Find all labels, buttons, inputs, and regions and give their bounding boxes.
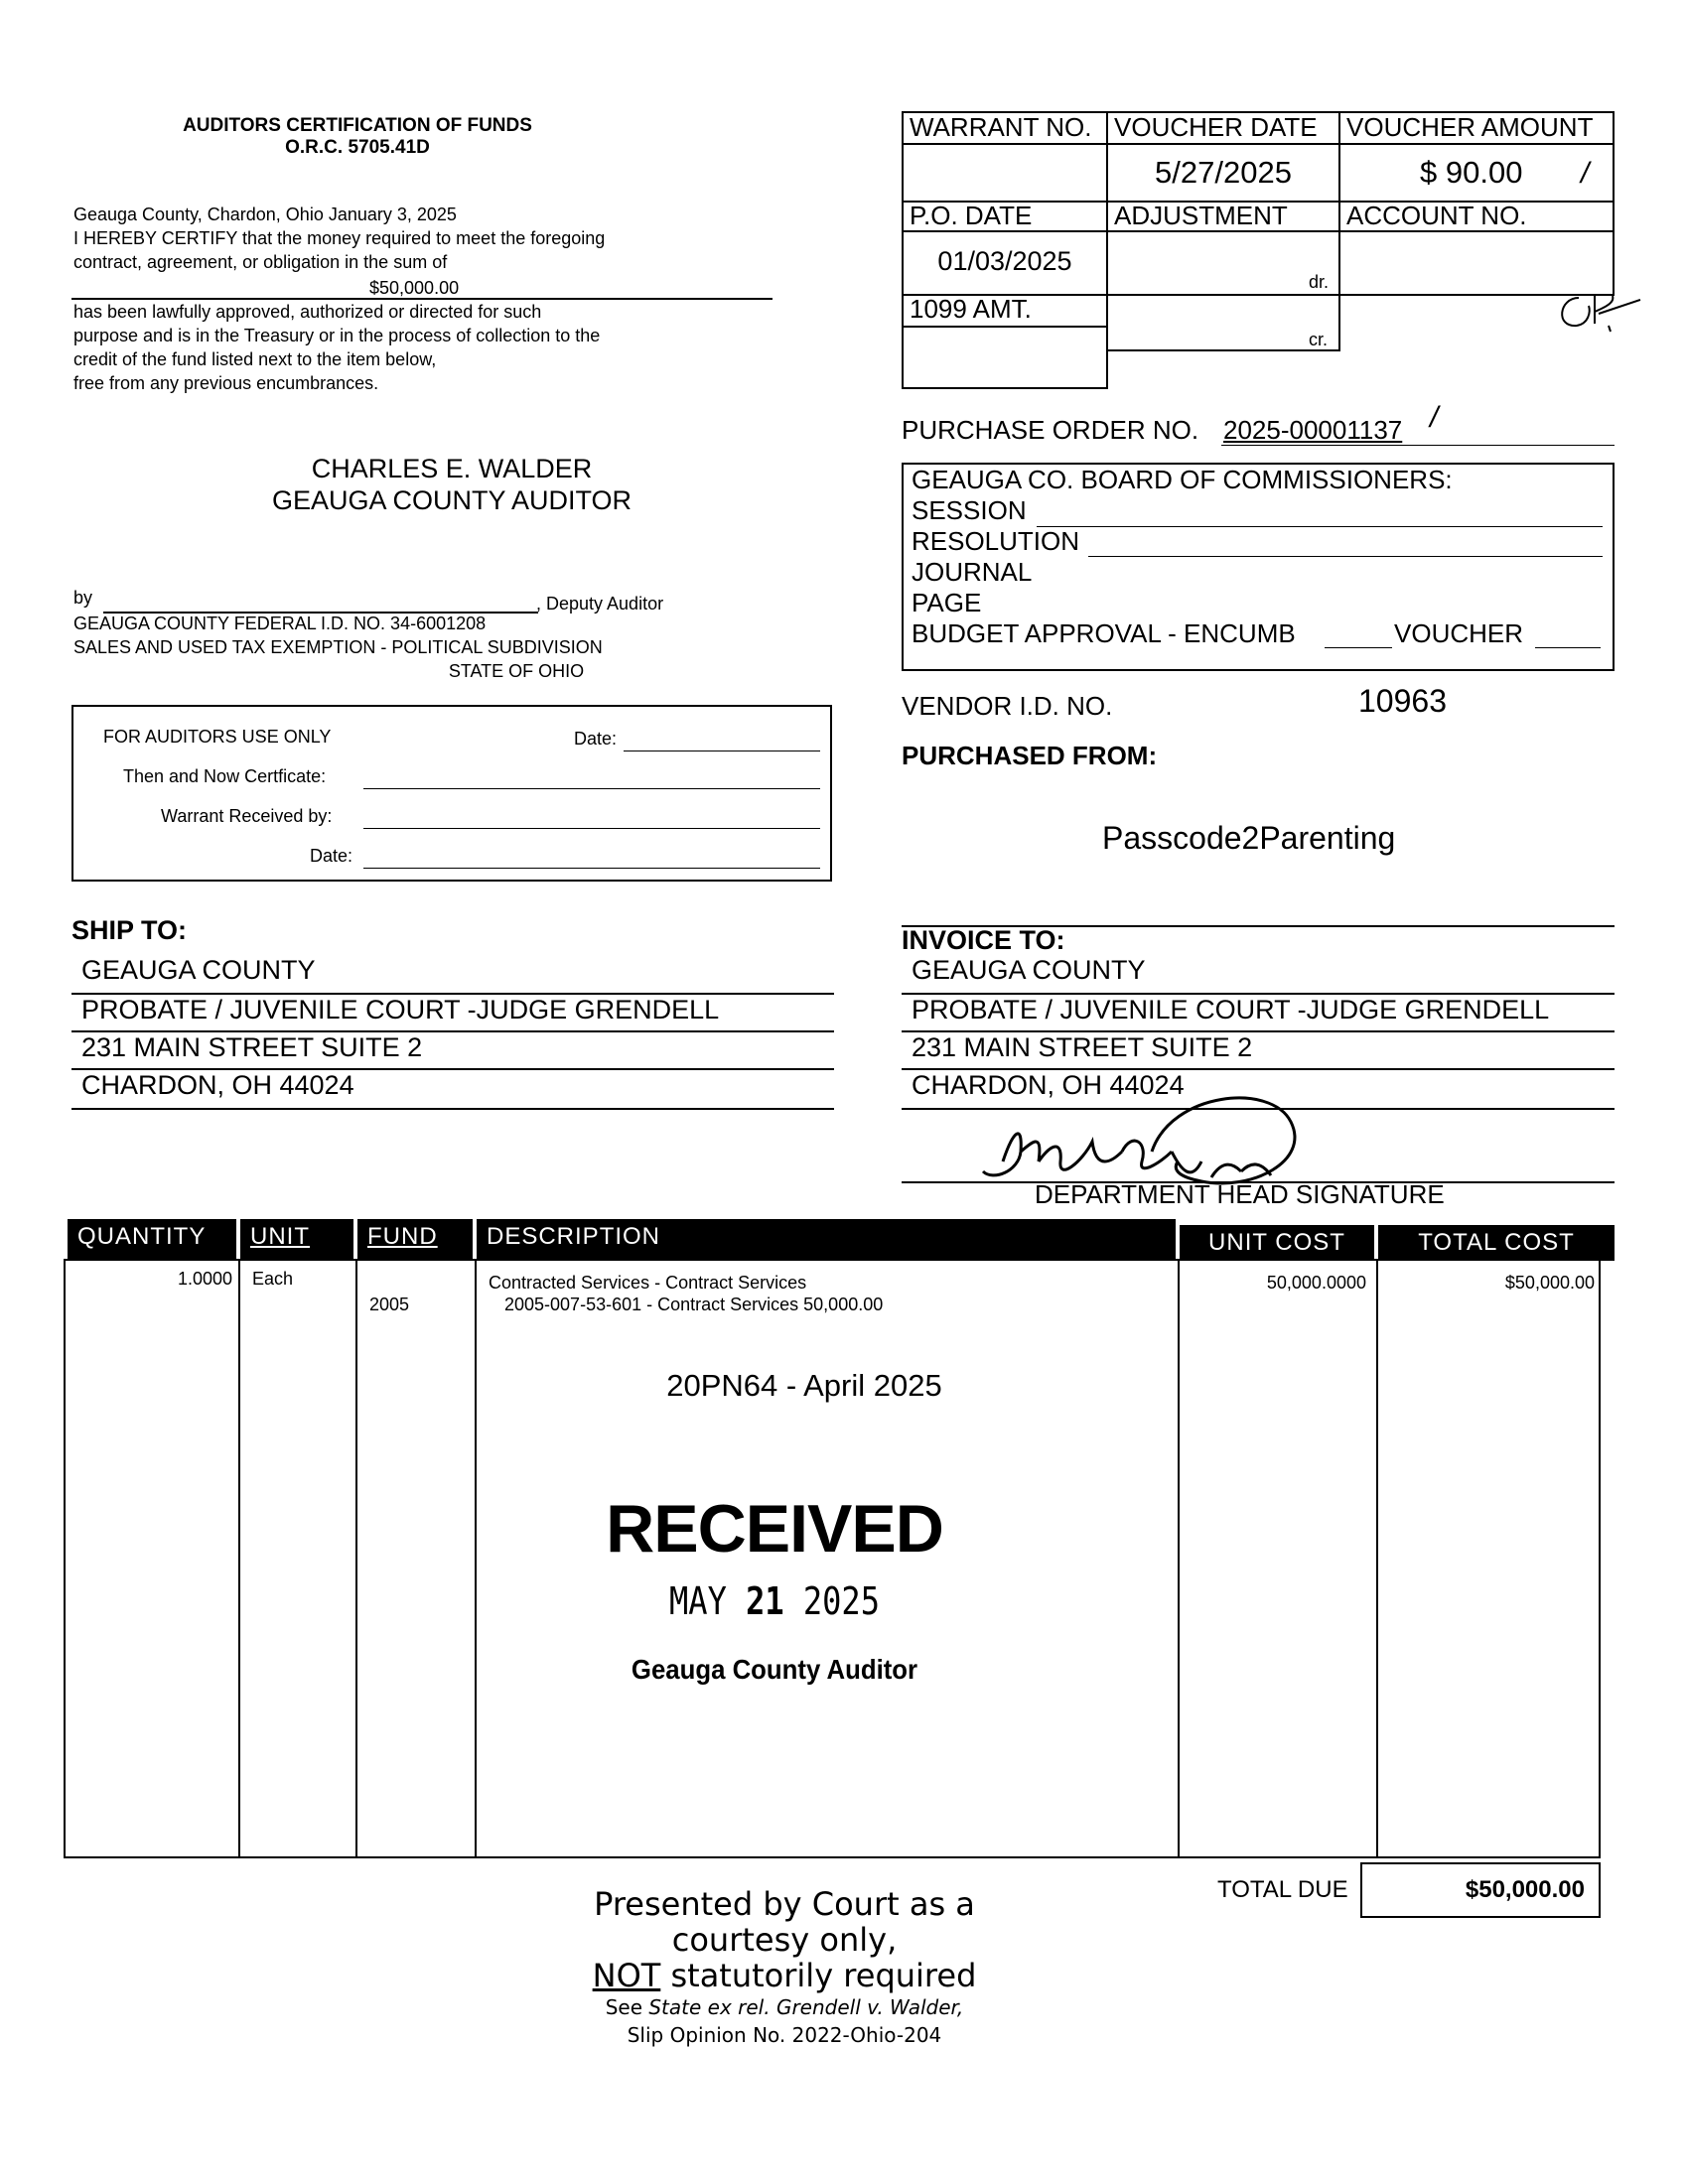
certify-text [73,203,769,274]
certification-title: AUDITORS CERTIFICATION OF FUNDS [183,115,532,136]
voucher-amount-value: $ 90.00 [1420,155,1523,190]
certify-line-2: contract, agreement, or obligation in the sum of [73,252,448,272]
board-fields [912,465,1607,618]
voucher-amount-check: / [1581,157,1590,190]
voucher-line [1535,647,1601,648]
po-line [1221,445,1615,446]
account-no-label: ACCOUNT NO. [1346,201,1527,230]
amt-1099-label: 1099 AMT. [910,294,1032,324]
unit-header-text: UNIT [250,1223,310,1250]
board-budget: BUDGET APPROVAL - ENCUMB [912,618,1296,648]
unit-header [240,1219,353,1261]
cr-label: cr. [1309,330,1329,349]
then-now-line [363,788,820,789]
ship-to-line-4: CHARDON, OH 44024 [81,1070,354,1100]
vendor-name: Passcode2Parenting [1102,820,1396,856]
po-date-value: 01/03/2025 [937,246,1072,276]
row-total-cost: $50,000.00 [1504,1273,1595,1293]
ship-to-line-3: 231 MAIN STREET SUITE 2 [81,1032,423,1062]
row-quantity: 1.0000 [177,1269,232,1289]
by-label: by [73,588,93,608]
warrant-received-line [363,828,820,829]
text-line-3: credit of the fund listed next to the item below, [73,349,437,369]
location-date: Geauga County, Chardon, Ohio January 3, 2025 [73,205,457,224]
courtesy-line-4 [516,1993,1053,2021]
account-no-cell [1338,230,1615,296]
ship-to-rule-4 [71,1108,834,1110]
row-unit: Each [252,1269,294,1289]
auditor-title: GEAUGA COUNTY AUDITOR [271,485,632,515]
session-line [1037,526,1603,527]
col-divider-1 [238,1259,240,1858]
invoice-to-line-1: GEAUGA COUNTY [912,955,1146,985]
col-divider-4 [1178,1259,1180,1858]
certification-block [139,115,576,159]
total-due-label: TOTAL DUE [1217,1876,1348,1903]
stamp-year: 2025 [802,1578,880,1624]
courtesy-case: State ex rel. Grendell v. Walder, [648,1995,964,2019]
ship-to-line-1: GEAUGA COUNTY [81,955,316,985]
invoice-to-label: INVOICE TO: [902,925,1065,955]
voucher-date-value: 5/27/2025 [1155,155,1292,190]
po-number: 2025-00001137 [1223,415,1403,445]
row-fund: 2005 [369,1295,410,1314]
courtesy-statutory: statutorily required [660,1957,977,1994]
tax-exemption: SALES AND USED TAX EXEMPTION - POLITICAL SUBDIVISION [73,637,603,657]
fund-header [357,1219,473,1261]
courtesy-line-3 [516,1958,1053,1993]
auditor-name: CHARLES E. WALDER [311,454,593,483]
board-resolution: RESOLUTION [912,526,1080,556]
courtesy-see: See [605,1995,649,2019]
resolution-line [1088,556,1603,557]
stamp-month: MAY [669,1578,727,1624]
adjustment-dr-cell [1106,230,1340,296]
col-divider-3 [475,1259,477,1858]
description-header: DESCRIPTION [477,1219,1176,1261]
auditors-use-date2-line [363,868,820,869]
stamp-date [526,1578,1023,1624]
auditors-use-heading: FOR AUDITORS USE ONLY [103,727,332,747]
item-note: 20PN64 - April 2025 [666,1368,942,1403]
board-voucher: VOUCHER [1394,618,1524,648]
signature-label: DEPARTMENT HEAD SIGNATURE [1035,1179,1445,1209]
board-page: PAGE [912,588,982,617]
fund-header-text: FUND [367,1223,438,1250]
auditors-use-date2-label: Date: [310,846,353,866]
invoice-to-line-3: 231 MAIN STREET SUITE 2 [912,1032,1253,1062]
encumb-line [1325,647,1392,648]
po-check: / [1430,401,1439,434]
federal-id: GEAUGA COUNTY FEDERAL I.D. NO. 34-6001208 [73,614,487,633]
adjustment-label: ADJUSTMENT [1114,201,1288,230]
received-stamp [526,1489,1023,1686]
auditors-use-date-label: Date: [574,729,618,749]
text-line-2: purpose and is in the Treasury or in the process of collection to the [73,326,601,345]
courtesy-line-2: courtesy only, [671,1921,898,1959]
row-desc-2: 2005-007-53-601 - Contract Services 50,000.00 [504,1295,884,1314]
warrant-received-label: Warrant Received by: [161,806,333,826]
initials-mark [1549,288,1658,338]
amt-1099-cell [902,326,1108,389]
quantity-header: QUANTITY [68,1219,236,1261]
adjustment-cr-cell [1106,294,1340,351]
unit-cost-header: UNIT COST [1180,1225,1374,1261]
state-of-ohio: STATE OF OHIO [448,661,585,681]
vendor-id-label: VENDOR I.D. NO. [902,691,1113,721]
po-number-label: PURCHASE ORDER NO. [902,415,1199,445]
row-unit-cost: 50,000.0000 [1266,1273,1366,1293]
purchased-from-label: PURCHASED FROM: [902,741,1158,770]
certify-text-2 [73,300,769,395]
deputy-label: , Deputy Auditor [536,594,664,614]
board-journal: JOURNAL [912,557,1033,587]
text-line-4: free from any previous encumbrances. [73,373,379,393]
courtesy-line-1: Presented by Court as a [594,1885,975,1923]
board-heading: GEAUGA CO. BOARD OF COMMISSIONERS: [912,465,1453,494]
board-session: SESSION [912,495,1027,525]
warrant-no-cell [902,143,1108,203]
auditor-signature-block [228,453,675,516]
warrant-no-label: WARRANT NO. [910,112,1092,142]
voucher-date-label: VOUCHER DATE [1114,112,1318,142]
certified-amount: $50,000.00 [369,278,460,298]
col-divider-5 [1376,1259,1378,1858]
courtesy-line-5: Slip Opinion No. 2022-Ohio-204 [627,2023,942,2047]
po-date-label: P.O. DATE [910,201,1033,230]
total-due-value: $50,000.00 [1465,1876,1585,1903]
ship-to-label: SHIP TO: [71,915,188,945]
federal-id-block [73,612,769,659]
courtesy-note [516,1886,1053,2049]
stamp-day: 21 [746,1578,784,1624]
row-desc-1: Contracted Services - Contract Services [489,1273,807,1293]
invoice-to-line-4: CHARDON, OH 44024 [912,1070,1185,1100]
dr-label: dr. [1309,272,1330,292]
text-line-1: has been lawfully approved, authorized or directed for such [73,302,542,322]
courtesy-not: NOT [592,1957,661,1994]
ship-to-line-2: PROBATE / JUVENILE COURT -JUDGE GRENDELL [81,995,720,1024]
invoice-to-line-2: PROBATE / JUVENILE COURT -JUDGE GRENDELL [912,995,1550,1024]
total-cost-header: TOTAL COST [1378,1225,1615,1261]
stamp-received: RECEIVED [606,1491,943,1567]
vendor-id: 10963 [1358,683,1447,719]
col-divider-2 [355,1259,357,1858]
certify-line-1: I HEREBY CERTIFY that the money required to meet the foregoing [73,228,606,248]
stamp-office: Geauga County Auditor [631,1654,918,1685]
then-now-label: Then and Now Certficate: [123,766,327,786]
certification-code: O.R.C. 5705.41D [285,137,430,158]
voucher-amount-label: VOUCHER AMOUNT [1346,112,1594,142]
